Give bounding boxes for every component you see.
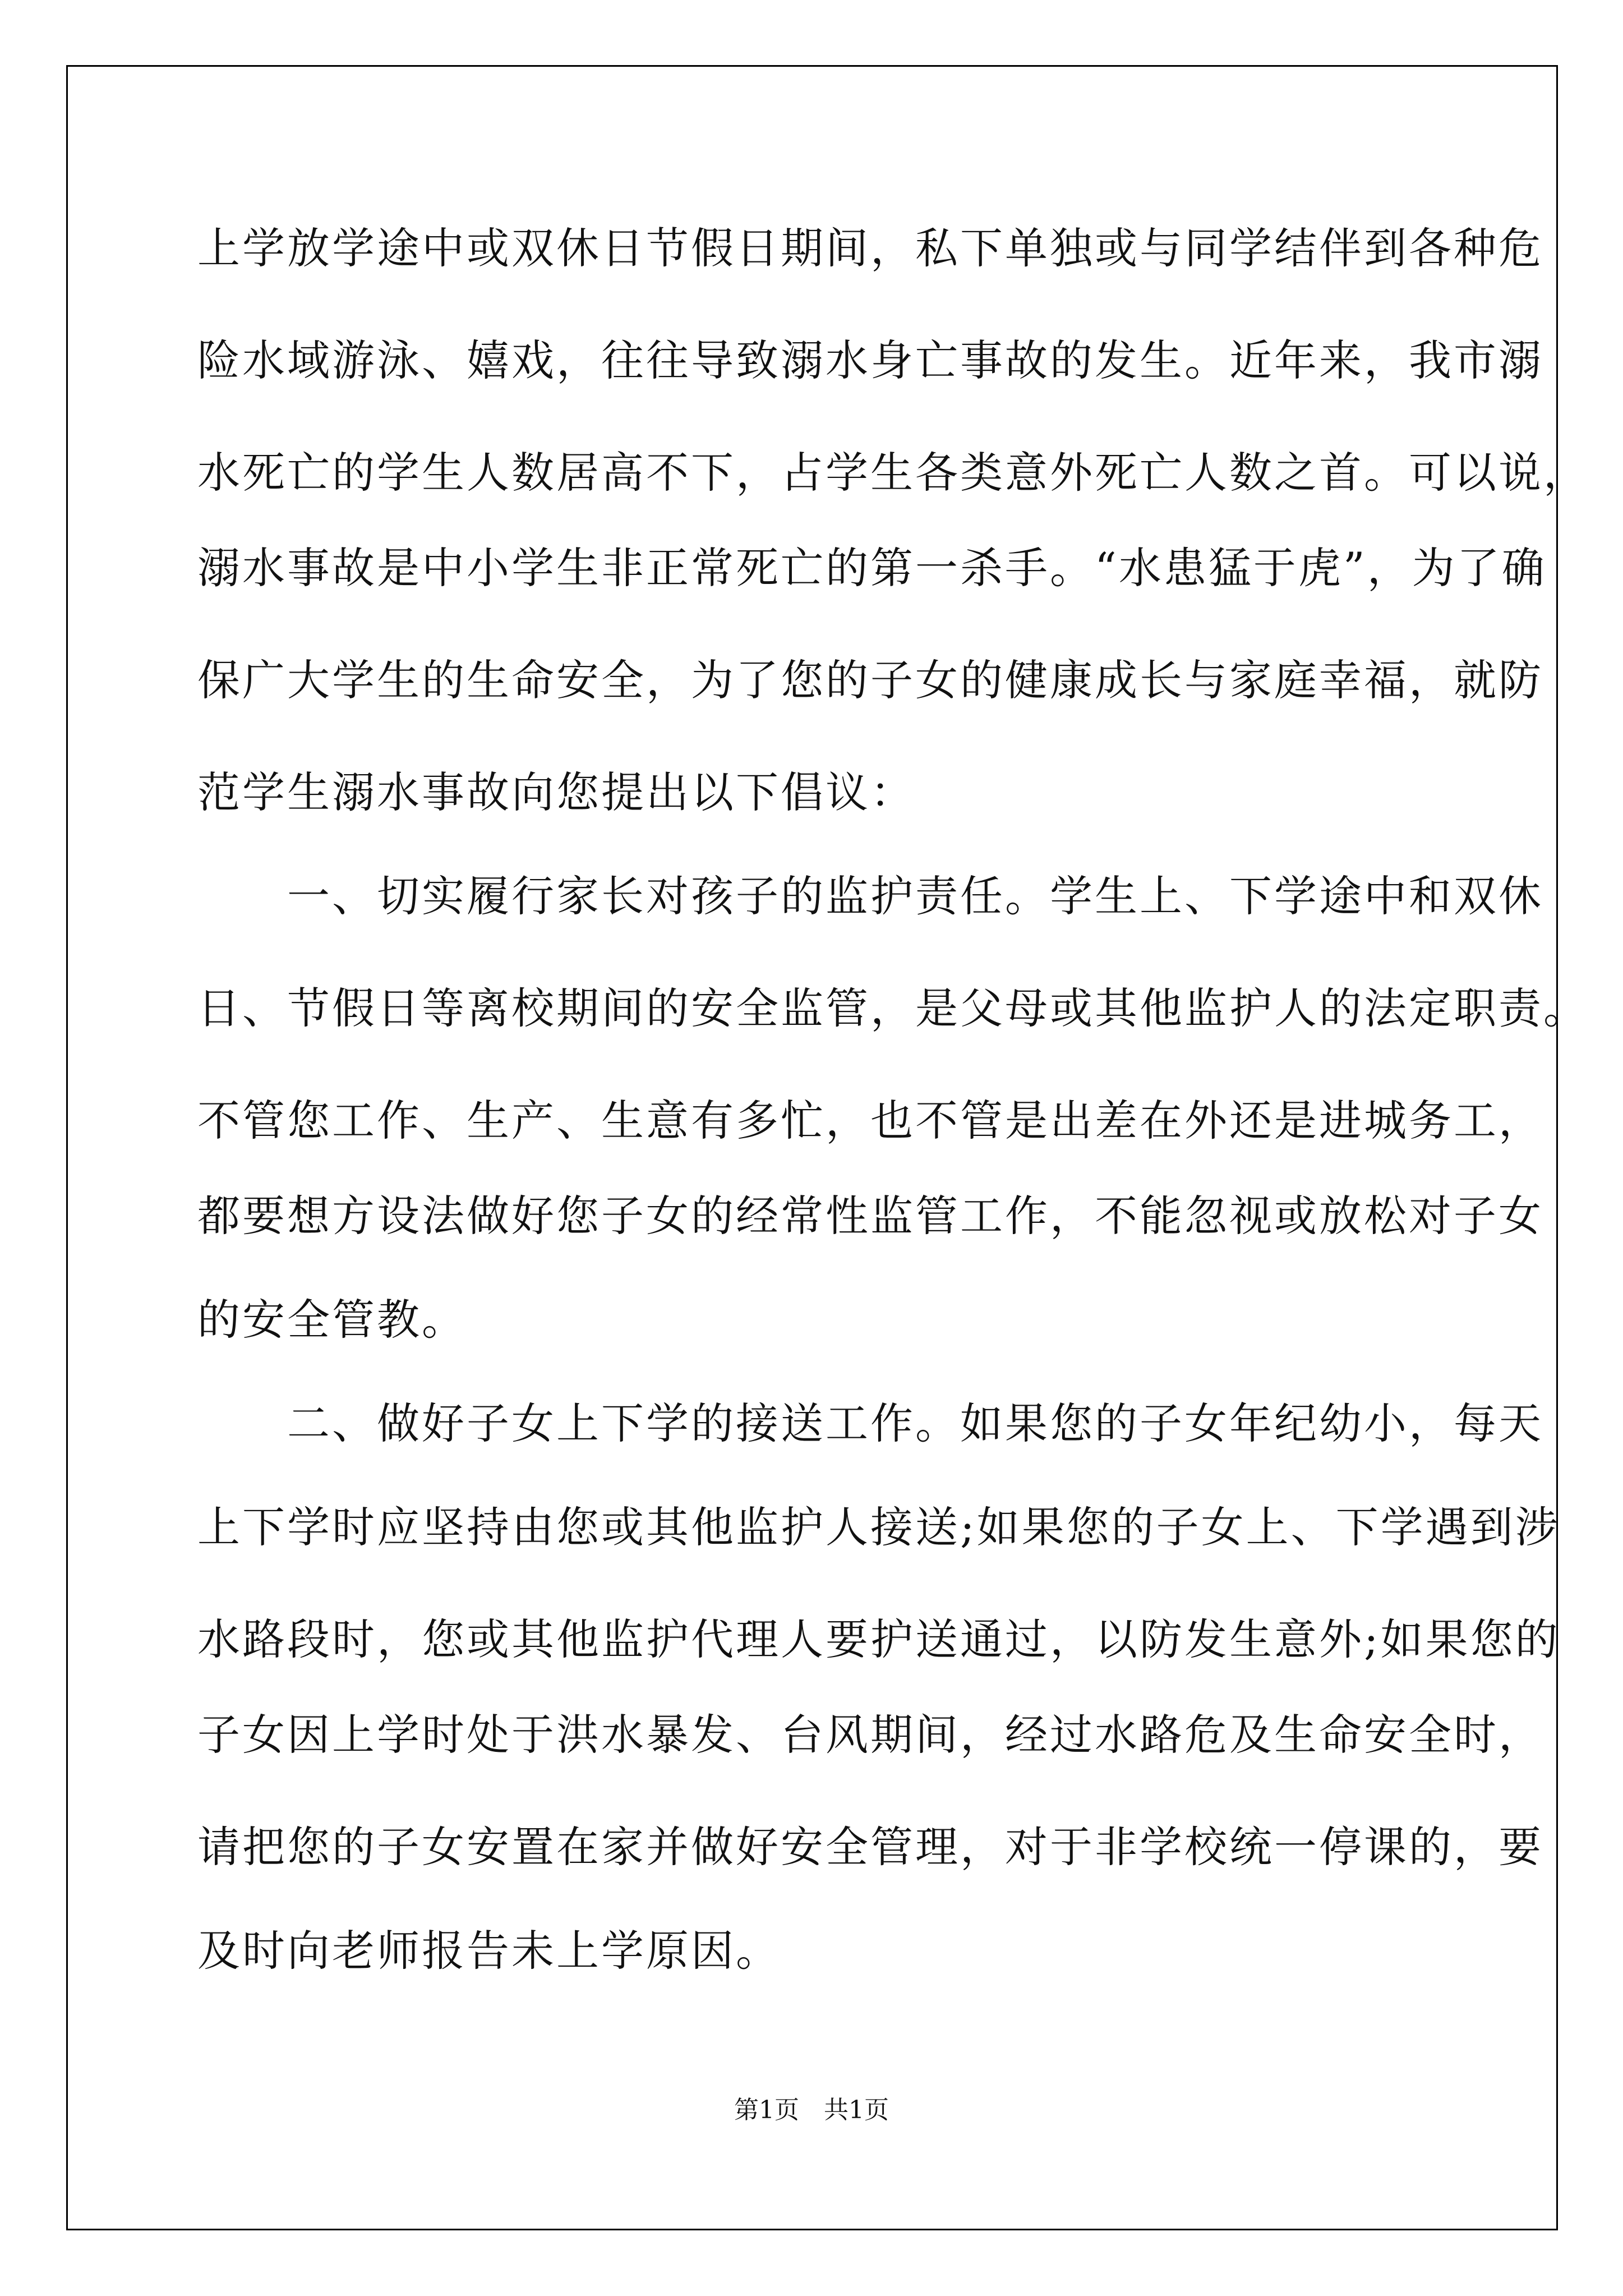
text-line-13: 上下学时应坚持由您或其他监护人接送;如果您的子女上、下学遇到涉 xyxy=(197,1502,1560,1552)
text-line-2: 险水域游泳、嬉戏，往往导致溺水身亡事故的发生。近年来，我市溺 xyxy=(197,335,1543,385)
text-line-1: 上学放学途中或双休日节假日期间，私下单独或与同学结伴到各种危 xyxy=(197,223,1543,273)
text-line-17: 及时向老师报告未上学原因。 xyxy=(197,1926,781,1976)
text-line-10: 都要想方设法做好您子女的经常性监管工作，不能忽视或放松对子女 xyxy=(197,1191,1543,1241)
text-line-4: 溺水事故是中小学生非正常死亡的第一杀手。“水患猛于虎”，为了确 xyxy=(197,543,1547,593)
text-line-7: 一、切实履行家长对孩子的监护责任。学生上、下学途中和双休 xyxy=(197,871,1543,921)
text-line-6: 范学生溺水事故向您提出以下倡议： xyxy=(197,767,915,817)
text-line-8: 日、节假日等离校期间的安全监管，是父母或其他监护人的法定职责。 xyxy=(197,983,1588,1033)
text-line-5: 保广大学生的生命安全，为了您的子女的健康成长与家庭幸福，就防 xyxy=(197,655,1543,705)
text-line-3: 水死亡的学生人数居高不下，占学生各类意外死亡人数之首。可以说， xyxy=(197,448,1588,498)
text-line-12: 二、做好子女上下学的接送工作。如果您的子女年纪幼小，每天 xyxy=(197,1398,1543,1448)
text-line-16: 请把您的子女安置在家并做好安全管理，对于非学校统一停课的，要 xyxy=(197,1822,1543,1872)
text-line-11: 的安全管教。 xyxy=(197,1295,467,1345)
text-line-14: 水路段时，您或其他监护代理人要护送通过，以防发生意外;如果您的 xyxy=(197,1614,1560,1664)
text-line-9: 不管您工作、生产、生意有多忙，也不管是出差在外还是进城务工， xyxy=(197,1096,1543,1145)
text-line-15: 子女因上学时处于洪水暴发、台风期间，经过水路危及生命安全时， xyxy=(197,1710,1543,1760)
page-number-footer: 第1页 共1页 xyxy=(734,2096,889,2124)
